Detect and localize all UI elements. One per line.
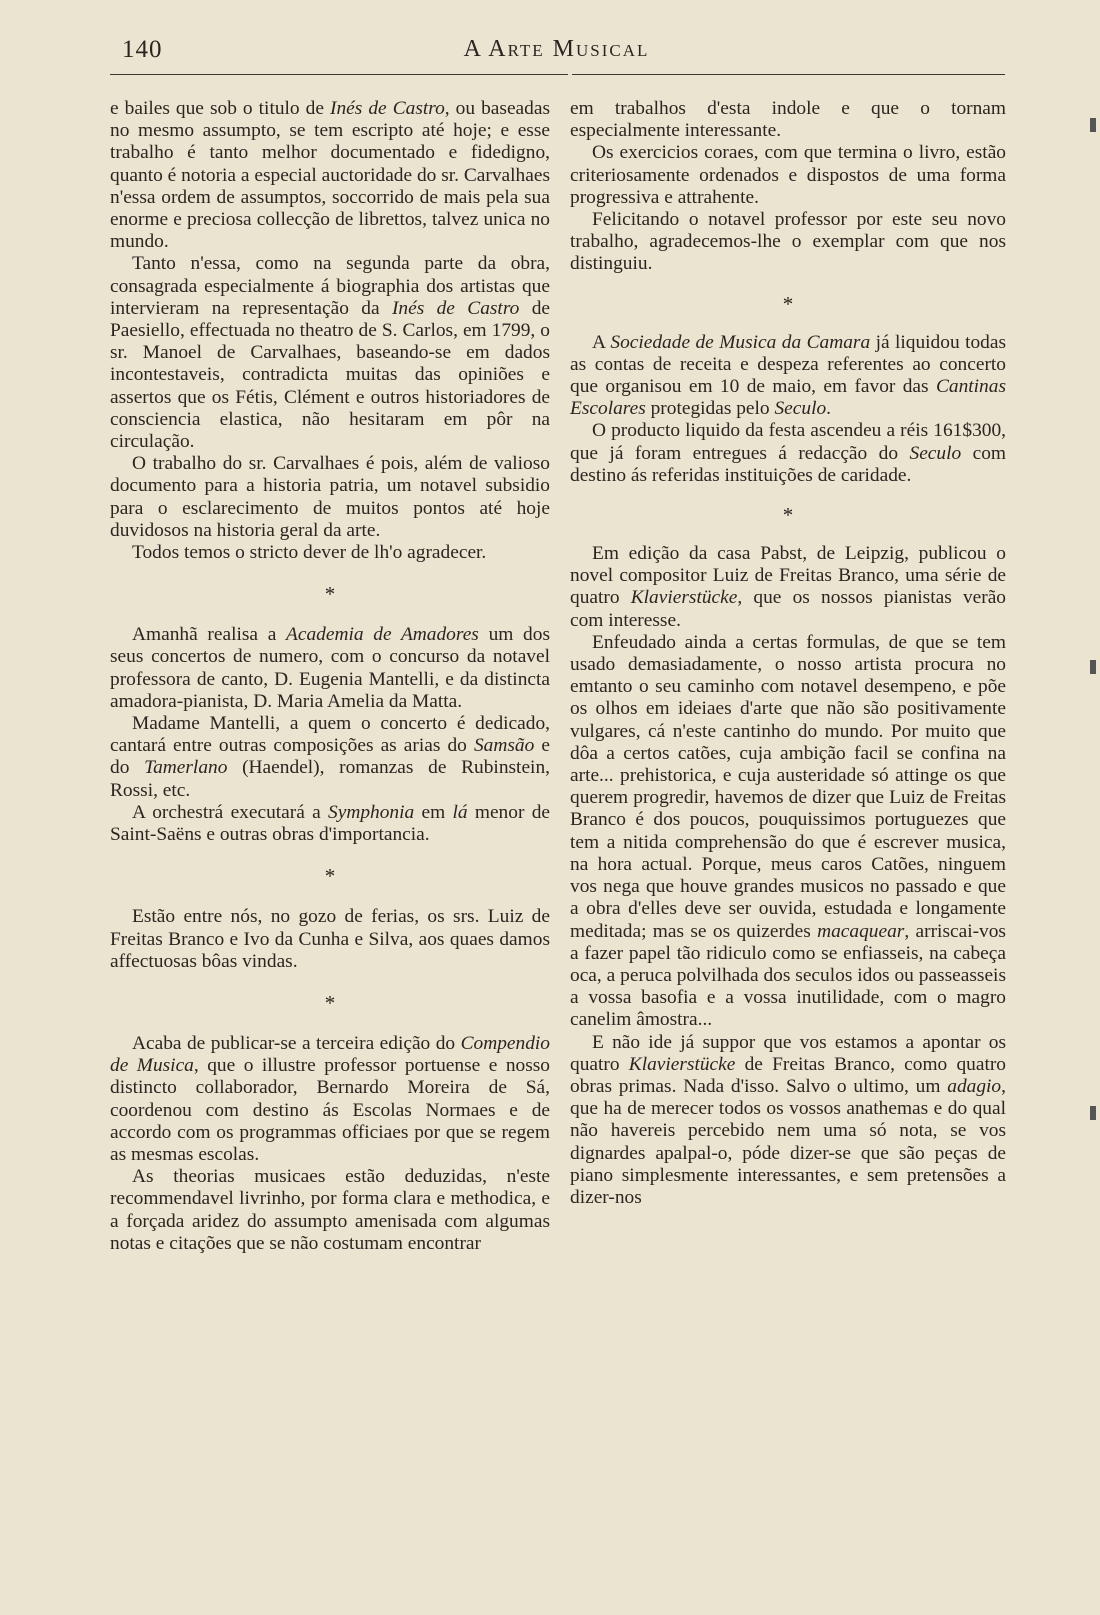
page-edge-mark bbox=[1090, 660, 1096, 674]
section-separator: * bbox=[324, 864, 336, 889]
article-paragraph bbox=[570, 1032, 1006, 1210]
italic-title: Cantinas Escolares bbox=[570, 376, 1006, 420]
text-run: A bbox=[592, 331, 611, 353]
text-run: Em edição da casa Pabst, de Leipzig, publicou o novel compositor Luiz de Freitas Branco, uma série de quatro bbox=[570, 543, 1006, 609]
section-separator: * bbox=[782, 291, 794, 316]
text-run: Acaba de publicar-se a terceira edição do bbox=[132, 1032, 461, 1054]
page-edge-mark bbox=[1090, 118, 1096, 132]
italic-title: Inés de Castro bbox=[330, 98, 445, 119]
italic-title: Klavierstücke bbox=[628, 1053, 736, 1075]
italic-title: Seculo bbox=[909, 442, 962, 464]
page-number: 140 bbox=[122, 36, 163, 63]
text-run: e do bbox=[110, 735, 550, 779]
text-run: , que o illustre professor portuense e nosso distincto collaborador, Bernardo Moreira de Sá, coordenou com destino ás Escolas Normaes e de accordo com os programmas officiaes por que se regem as mesmas escolas. bbox=[110, 1055, 550, 1165]
page-header bbox=[108, 32, 1005, 68]
text-run: protegidas pelo bbox=[645, 398, 775, 420]
text-run: e bailes que sob o titulo de bbox=[110, 98, 330, 119]
article-paragraph: O trabalho do sr. Carvalhaes é pois, além de valioso documento para a historia patria, um notavel subsidio para o esclarecimento de muitos pontos até hoje duvidosos na historia geral da arte. bbox=[110, 453, 550, 541]
italic-title: Compendio de Musica bbox=[110, 1032, 550, 1077]
running-title: A Arte Musical bbox=[463, 36, 650, 62]
text-run: Madame Mantelli, a quem o concerto é dedicado, cantará entre outras composições as arias do bbox=[110, 713, 550, 757]
page-edge-mark bbox=[1090, 1106, 1096, 1120]
article-paragraph: Estão entre nós, no gozo de ferias, os srs. Luiz de Freitas Branco e Ivo da Cunha e Silva, aos quaes damos affectuosas bôas vindas. bbox=[110, 906, 550, 972]
header-rule-right bbox=[572, 74, 1005, 75]
text-run: , que ha de merecer todos os vossos anathemas e do qual não havereis percebido nem uma só nota, se vos dignardes apalpal-o, póde dizer-se que são peças de piano simplesmente interessantes, e sem pretensões a dizer-nos bbox=[570, 1075, 1006, 1208]
text-run: já liquidou todas as contas de receita e despeza referentes ao concerto que organisou em 10 de maio, em favor das bbox=[570, 331, 1007, 398]
text-run: de Freitas Branco, como quatro obras primas. Nada d'isso. Salvo o ultimo, um bbox=[570, 1053, 1007, 1097]
article-paragraph bbox=[110, 98, 550, 253]
right-column bbox=[570, 98, 1006, 1209]
italic-title: Symphonia bbox=[328, 801, 415, 823]
article-paragraph: Todos temos o stricto dever de lh'o agradecer. bbox=[132, 542, 487, 564]
italic-title: macaquear bbox=[817, 920, 905, 942]
article-paragraph bbox=[110, 802, 550, 846]
text-run: E não ide já suppor que vos estamos a apontar os quatro bbox=[570, 1031, 1006, 1075]
article-paragraph bbox=[570, 632, 1006, 1032]
article-paragraph: As theorias musicaes estão deduzidas, n'este recommendavel livrinho, por forma clara e methodica, e a forçada aridez do assumpto amenisada com algumas notas e citações que se não costumam encontrar bbox=[110, 1166, 550, 1254]
article-paragraph bbox=[570, 420, 1006, 487]
article-paragraph bbox=[570, 543, 1006, 632]
text-run: , que os nossos pianistas verão com interesse. bbox=[570, 587, 1007, 631]
text-run: Tanto n'essa, como na segunda parte da obra, consagrada especialmente á biographia dos artistas que intervieram na representação da bbox=[110, 253, 550, 319]
text-run: de Paesiello, effectuada no theatro de S. Carlos, em 1799, o sr. Manoel de Carvalhaes, baseando-se em dados incontestaveis, contradicta muitas das opiniões e assertos que os Fétis, Clément e outros historiadores de consciencia elastica, não hesitaram em pôr na circulação. bbox=[110, 297, 550, 453]
text-run: com destino ás referidas instituições de caridade. bbox=[570, 442, 1007, 486]
article-paragraph: em trabalhos d'esta indole e que o tornam especialmente interessante. bbox=[570, 98, 1006, 142]
italic-title: Klavierstücke bbox=[630, 587, 738, 609]
text-run: (Haendel), romanzas de Rubinstein, Rossi, etc. bbox=[110, 757, 550, 801]
italic-title: Tamerlano bbox=[144, 757, 228, 779]
text-run: Enfeudado ainda a certas formulas, de que se tem usado demasiadamente, o nosso artista procura no emtanto o seu caminho com notavel desempeno, e põe os olhos em ideiaes d'arte que não são positivamente vulgares, cá n'este cantinho do mundo. Por muito que dôa a certos catões, cuja ambição facil se confina na arte... prehistorica, e cuja austeridade só attinge os que querem progredir, havemos de dizer que Luiz de Freitas Branco é dos poucos, pouquissimos portuguezes que tem a nitida comprehensão do que é escrever musica, na hora actual. Porque, meus caros Catões, ninguem vos nega que houve grandes musicos no passado e que a obra d'elles deve ser ouvida, estudada e longamente meditada; mas se os quizerdes bbox=[570, 631, 1006, 942]
text-run: Amanhã realisa a bbox=[132, 624, 287, 646]
text-run: , ou baseadas no mesmo assumpto, se tem escripto até hoje; e esse trabalho é tanto melhor documentado e fidedigno, quanto é notoria a especial auctoridade do sr. Carvalhaes n'essa ordem de assumptos, soccorrido de mais pela sua enorme e preciosa collecção de librettos, talvez unica no mundo. bbox=[110, 98, 551, 253]
article-paragraph bbox=[110, 253, 550, 453]
italic-title: Seculo bbox=[774, 398, 827, 420]
left-column bbox=[110, 98, 550, 1255]
article-paragraph bbox=[110, 624, 550, 713]
text-run: , arriscai-vos a fazer papel tão ridiculo como se enfiasseis, na cabeça oca, a peruca polvilhada dos seculos idos ou passeasseis a vossa basofia e a vossa inutilidade, com o magro canelim âmostra... bbox=[570, 920, 1006, 1031]
italic-title: Inés de Castro bbox=[391, 297, 520, 319]
article-paragraph bbox=[110, 713, 550, 802]
italic-title: adagio bbox=[947, 1075, 1002, 1097]
text-run: um dos seus concertos de numero, com o concurso da notavel professora de canto, D. Eugenia Mantelli, e da distincta amadora-pianista, D. Maria Amelia da Matta. bbox=[110, 624, 550, 712]
section-separator: * bbox=[324, 582, 336, 607]
section-separator: * bbox=[324, 990, 336, 1015]
section-separator: * bbox=[782, 503, 794, 528]
text-run: menor de Saint-Saëns e outras obras d'importancia. bbox=[110, 801, 550, 846]
header-rule-left bbox=[110, 74, 568, 75]
text-run: A orchestrá executará a bbox=[132, 801, 329, 823]
article-paragraph: Os exercicios coraes, com que termina o livro, estão criteriosamente ordenados e dispostos de uma forma progressiva e attrahente. bbox=[570, 142, 1006, 208]
italic-title: lá bbox=[452, 801, 468, 823]
italic-title: Academia de Amadores bbox=[286, 624, 479, 646]
italic-title: Sociedade de Musica da Camara bbox=[610, 331, 871, 353]
text-run: . bbox=[826, 398, 832, 420]
text-run: em bbox=[414, 801, 453, 823]
article-paragraph bbox=[570, 332, 1006, 421]
text-run: O producto liquido da festa ascendeu a réis 161$300, que já foram entregues á redacção do bbox=[570, 420, 1006, 464]
italic-title: Samsão bbox=[473, 735, 535, 757]
article-paragraph: Felicitando o notavel professor por este seu novo trabalho, agradecemos-lhe o exemplar com que nos distinguiu. bbox=[570, 209, 1006, 275]
article-paragraph bbox=[110, 1033, 550, 1166]
